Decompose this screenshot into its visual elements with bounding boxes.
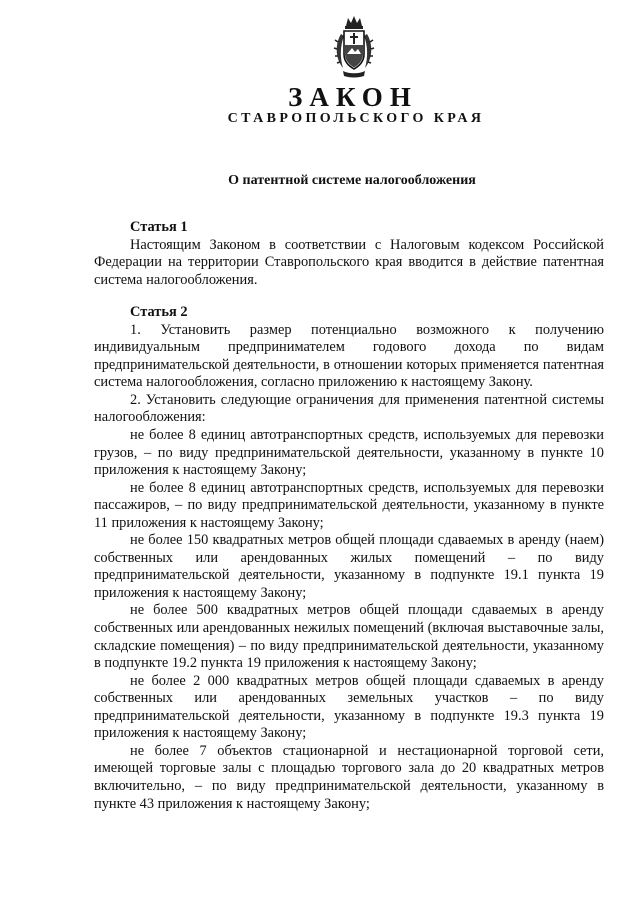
coat-of-arms-icon <box>331 14 377 80</box>
article-2 <box>94 304 604 813</box>
article-paragraph: не более 2 000 квадратных метров общей площади сдаваемых в аренду собственных или арендованных земельных участков – по виду предпринимательской деятельности, указанному в подпункте 19.3 пункта 19 приложения к настоящему Закону; <box>94 672 604 742</box>
article-1 <box>94 219 604 289</box>
article-paragraph: не более 8 единиц автотранспортных средств, используемых для перевозки грузов, – по виду предпринимательской деятельности, указанному в пункте 10 приложения к настоящему Закону; <box>94 427 604 479</box>
article-paragraph: 1. Установить размер потенциально возможного к получению индивидуальным предпринимателем годового дохода по видам предпринимательской деятельности, в отношении которых применяется патентная система налогообложения, согласно приложению к настоящему Закону. <box>94 321 604 391</box>
article-paragraph: не более 150 квадратных метров общей площади сдаваемых в аренду (наем) собственных или арендованных жилых помещений – по виду предпринимательской деятельности, указанному в подпункте 19.1 пункта 19 приложения к настоящему Закону; <box>94 532 604 601</box>
law-title: ЗАКОН <box>288 82 418 112</box>
article-paragraph: не более 8 единиц автотранспортных средств, используемых для перевозки пассажиров, – по виду предпринимательской деятельности, указанному в пункте 11 приложения к настоящему Закону; <box>94 479 604 531</box>
article-paragraph: не более 500 квадратных метров общей площади сдаваемых в аренду собственных или арендованных нежилых помещений (включая выставочные залы, складские помещения) – по виду предпринимательской деятельности, указанному в подпункте 19.2 пункта 19 приложения к настоящему Закону; <box>94 602 604 672</box>
article-paragraph: не более 7 объектов стационарной и нестационарной торговой сети, имеющей торговые залы с площадью торгового зала до 20 квадратных метров включительно, – по виду предпринимательской деятельности, указанному в пункте 43 приложения к настоящему Закону; <box>94 742 604 812</box>
article-heading: Статья 1 <box>130 219 188 235</box>
law-region: СТАВРОПОЛЬСКОГО КРАЯ <box>227 111 485 126</box>
article-paragraph: 2. Установить следующие ограничения для применения патентной системы налогообложения: <box>94 391 604 426</box>
law-subject: О патентной системе налогообложения <box>228 173 476 188</box>
document-body <box>94 219 604 813</box>
article-heading: Статья 2 <box>130 304 188 321</box>
article-paragraph: Настоящим Законом в соответствии с Налоговым кодексом Российской Федерации на территории Ставропольского края вводится в действие патентная система налогообложения. <box>94 236 604 288</box>
